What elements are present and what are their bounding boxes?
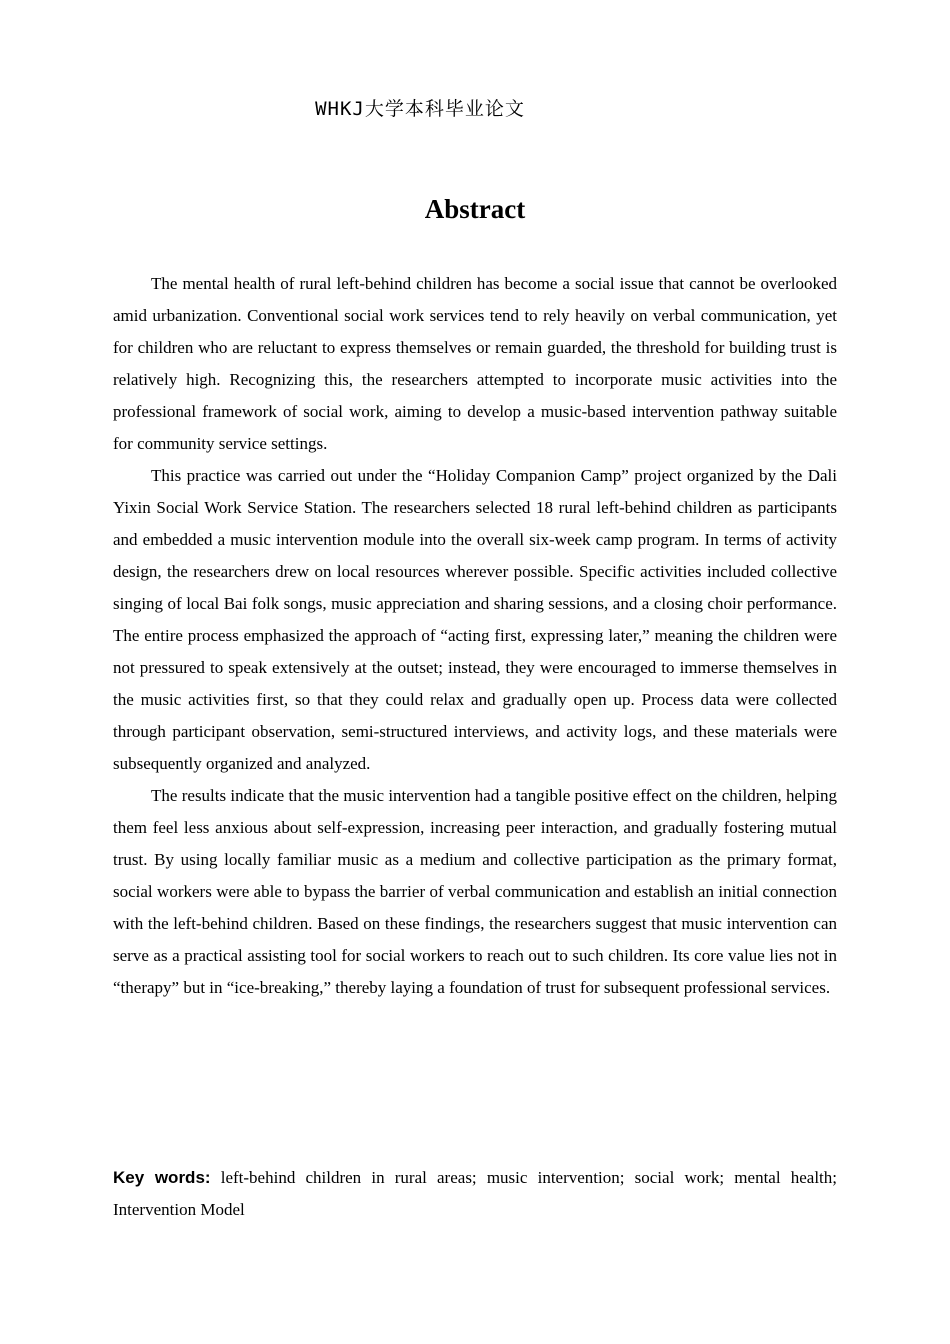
keywords — [113, 1162, 837, 1226]
keywords-label: Key words: — [113, 1168, 211, 1187]
abstract-paragraph-1: The mental health of rural left-behind children has become a social issue that cannot be overlooked amid urbanization. Conventional social work services tend to rely heavily on verbal communication, yet for children who are reluctant to express themselves or remain guarded, the threshold for building trust is relatively high. Recognizing this, the researchers attempted to incorporate music activities into the professional framework of social work, aiming to develop a music-based intervention pathway suitable for community service settings. — [113, 274, 837, 453]
running-header: WHKJ大学本科毕业论文 — [315, 98, 525, 120]
abstract-paragraph-3: The results indicate that the music intervention had a tangible positive effect on the children, helping them feel less anxious about self-expression, increasing peer interaction, and gradually fostering mutual trust. By using locally familiar music as a medium and collective participation as the primary format, social workers were able to bypass the barrier of verbal communication and establish an initial connection with the left-behind children. Based on these findings, the researchers suggest that music intervention can serve as a practical assisting tool for social workers to reach out to such children. Its core value lies not in “therapy” but in “ice-breaking,” thereby laying a foundation of trust for subsequent professional services. — [113, 786, 837, 997]
keywords-text: left-behind children in rural areas; music intervention; social work; mental health; Intervention Model — [113, 1168, 837, 1219]
abstract-paragraph-2: This practice was carried out under the “Holiday Companion Camp” project organized by the Dali Yixin Social Work Service Station. The researchers selected 18 rural left-behind children as participants and embedded a music intervention module into the overall six-week camp program. In terms of activity design, the researchers drew on local resources wherever possible. Specific activities included collective singing of local Bai folk songs, music appreciation and sharing sessions, and a closing choir performance. The entire process emphasized the approach of “acting first, expressing later,” meaning the children were not pressured to speak extensively at the outset; instead, they were encouraged to immerse themselves in the music activities first, so that they could relax and gradually open up. Process data were collected through participant observation, semi-structured interviews, and activity logs, and these materials were subsequently organized and analyzed. — [113, 466, 837, 773]
abstract-body — [113, 268, 837, 1004]
abstract-title: Abstract — [424, 194, 526, 224]
